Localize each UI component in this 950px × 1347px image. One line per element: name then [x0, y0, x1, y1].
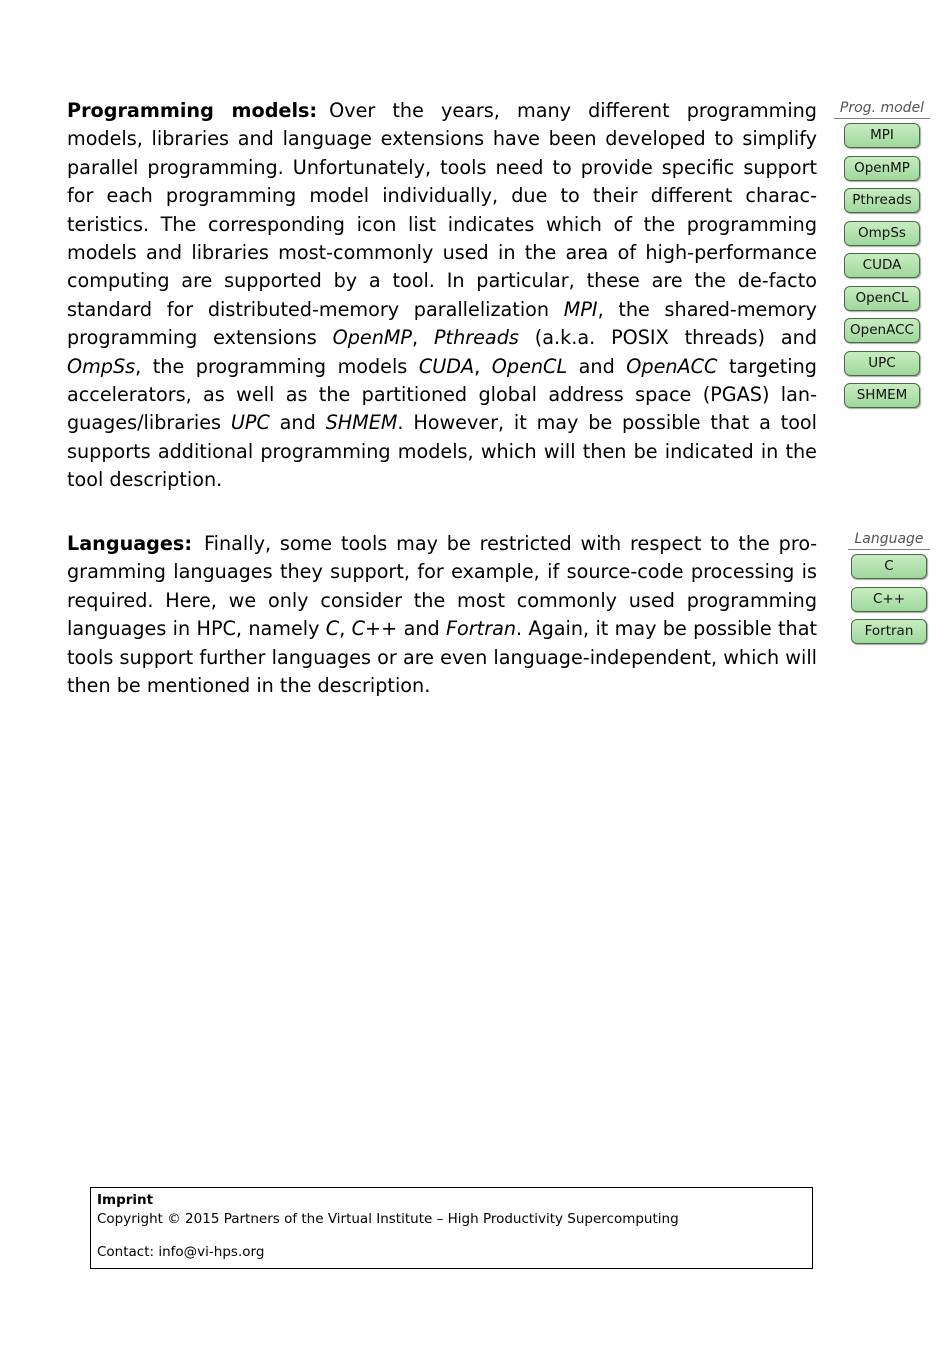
emphasized-term: OmpSs [67, 354, 136, 378]
prog-model-badge-shmem: SHMEM [844, 383, 920, 408]
language-badge-c: C [851, 554, 927, 579]
programming-models-section [67, 97, 817, 495]
prog-model-badge-list [834, 119, 930, 416]
emphasized-term: UPC [230, 411, 270, 435]
programming-models-heading: Programming models: [67, 99, 318, 122]
languages-body [67, 532, 817, 697]
text-run: , the shared-memory programming extensions [67, 297, 818, 350]
language-badge-cp: C++ [851, 587, 927, 612]
text-run: , [339, 617, 352, 641]
language-sidebar-title: Language [848, 531, 930, 550]
prog-model-badge-openacc: OpenACC [844, 318, 920, 343]
text-run: (a.k.a. POSIX threads) and [518, 326, 818, 350]
text-run: and [567, 354, 627, 378]
languages-section [67, 530, 817, 700]
prog-model-badge-cuda: CUDA [844, 253, 920, 278]
prog-model-badge-ompss: OmpSs [844, 221, 920, 246]
prog-model-badge-mpi: MPI [844, 123, 920, 148]
emphasized-term: MPI [563, 297, 598, 321]
text-run: . Again, it may be possible that tools support further languages or are even language-independent, which will then be mentioned in the description. [67, 617, 818, 698]
text-run: Over the years, many different programming models, libraries and language extensions have been developed to simplify parallel programming. Unfortunately, tools need to provide specific support for each programming model individually, due to their different characteristics. The corresponding icon list indicates which of the programming models and libraries most-commonly used in the area of high-performance computing are supported by a tool. In particular, these are the de-facto standard for distributed-memory parallelization [67, 99, 817, 321]
emphasized-term: SHMEM [325, 411, 398, 435]
language-badge-fortran: Fortran [851, 619, 927, 644]
text-run: , [411, 326, 434, 350]
prog-model-badge-pthreads: Pthreads [844, 188, 920, 213]
prog-model-sidebar [834, 100, 930, 416]
emphasized-term: CUDA [418, 354, 475, 378]
imprint-copyright: Copyright © 2015 Partners of the Virtual Institute – High Productivity Supercomputing [97, 1211, 679, 1227]
text-run: and [269, 411, 326, 435]
imprint-contact: Contact: info@vi-hps.org [97, 1244, 265, 1260]
emphasized-term: OpenACC [626, 354, 718, 378]
prog-model-sidebar-title: Prog. model [834, 100, 930, 119]
language-badge-list [848, 550, 930, 652]
emphasized-term: Pthreads [433, 326, 519, 350]
text-run: , [474, 354, 492, 378]
emphasized-term: C++ [351, 617, 398, 641]
emphasized-term: C [325, 617, 340, 641]
imprint-title: Imprint [97, 1192, 154, 1208]
text-run: and [397, 617, 447, 641]
text-run: Finally, some tools may be restricted with respect to the programming languages they support, for example, if source-code processing is required. Here, we only consider the most commonly used programming languages in HPC, namely [67, 532, 817, 641]
prog-model-badge-upc: UPC [844, 351, 920, 376]
emphasized-term: OpenMP [332, 326, 412, 350]
text-run: targeting accelerators, as well as the partitioned global address space (PGAS) languages/libraries [67, 354, 817, 435]
languages-heading: Languages: [67, 532, 193, 555]
language-sidebar [848, 531, 930, 652]
emphasized-term: Fortran [446, 617, 517, 641]
prog-model-badge-opencl: OpenCL [844, 286, 920, 311]
programming-models-body [67, 99, 817, 491]
text-run: , the programming models [135, 354, 419, 378]
prog-model-badge-openmp: OpenMP [844, 156, 920, 181]
text-run: . However, it may be possible that a tool supports additional programming models, which will then be indicated in the tool description. [67, 411, 817, 492]
emphasized-term: OpenCL [491, 354, 568, 378]
imprint-box [90, 1187, 813, 1269]
